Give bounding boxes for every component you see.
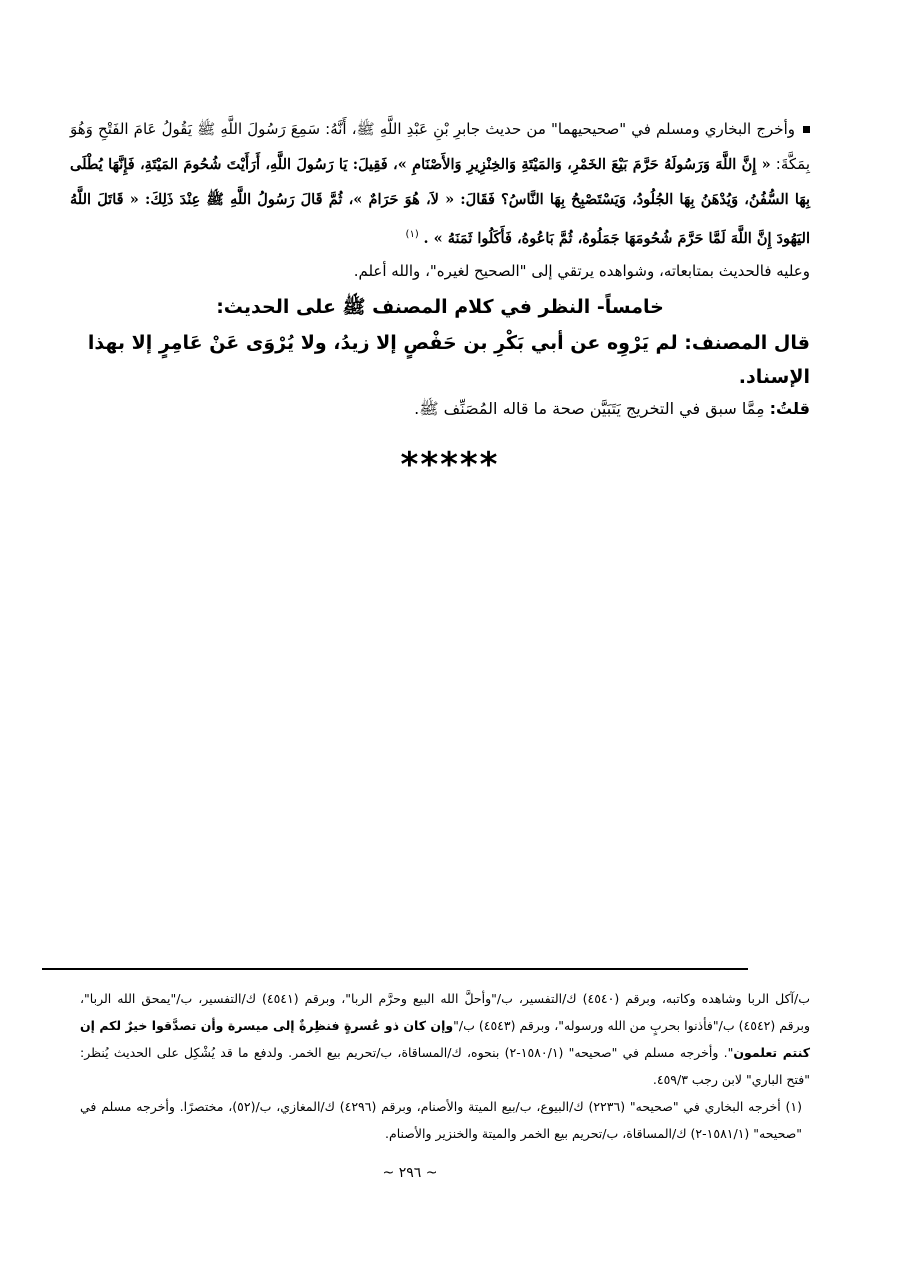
section-heading: خامساً- النظر في كلام المصنف ﷺ على الحديث: [216, 296, 664, 318]
footnote-continuation [80, 985, 810, 1093]
page-number: ~ ٢٩٦ ~ [382, 1165, 438, 1181]
author-text: لم يَرْوِه عن أبي بَكْرِ بن حَفْصٍ إلا زيدُ، ولا يُرْوَى عَنْ عَامِرٍ إلا بهذا الإسناد. [87, 332, 810, 388]
hadith-text: « إِنَّ اللَّهَ وَرَسُولَهُ حَرَّمَ بَيْعَ الخَمْرِ، وَالمَيْتَةِ وَالخِنْزِيرِ وَالأَصْنَامِ »، فَقِيلَ: يَا رَسُولَ اللَّهِ، أَرَأَيْتَ شُحُومَ المَيْتَةِ، فَإِنَّهَا يُطْلَى بِهَا السُّفُنُ، وَيُدْهَنُ بِهَا الجُلُودُ، وَيَسْتَصْبِحُ بِهَا النَّاسُ؟ فَقَالَ: « لاَ، هُوَ حَرَامٌ »، ثُمَّ قَالَ رَسُولُ اللَّهِ ﷺ عِنْدَ ذَلِكَ: « قَاتَلَ اللَّهُ اليَهُودَ إِنَّ اللَّهَ لَمَّا حَرَّمَ شُحُومَهَا جَمَلُوهُ، ثُمَّ بَاعُوهُ، فَأَكَلُوا ثَمَنَهُ » . [70, 156, 810, 247]
bullet-icon [803, 126, 810, 133]
main-text [70, 112, 810, 424]
hadith-intro: وأخرج البخاري ومسلم في "صحيحيهما" من حديث جابرِ بْنِ عَبْدِ اللَّهِ ﷺ، أَنَّهُ: سَمِعَ رَسُولَ اللَّهِ ﷺ يَقُولُ عَامَ الفَتْحِ وَهُوَ بِمَكَّةَ: [70, 120, 810, 173]
footnote-cont-part1: ب/آكل الربا وشاهده وكاتبه، وبرقم (٤٥٤٠) ك/التفسير، ب/"وأحلَّ الله البيع وحرَّم الربا"، وبرقم (٤٥٤١) ك/التفسير، ب/"يمحق الله الربا"، وبرقم (٤٥٤٢) ب/"فأذنوا بحربٍ من الله ورسوله"، وبرقم (٤٥٤٣) ب/" [80, 991, 810, 1033]
commentary [70, 394, 810, 424]
footnotes [80, 985, 810, 1147]
conclusion-paragraph: وعليه فالحديث بمتابعاته، وشواهده يرتقي إلى "الصحيح لغيره"، والله أعلم. [353, 262, 810, 280]
commentary-text: مِمَّا سبق في التخريج يَتَبَيَّن صحة ما قاله المُصَنِّف ﷺ. [414, 399, 765, 418]
section-separator: ***** [400, 445, 500, 485]
author-statement [70, 326, 810, 394]
footnote-divider [42, 968, 748, 970]
hadith-paragraph [70, 112, 810, 256]
commentary-label: قلتُ: [769, 399, 810, 418]
footnote-1: (١) أخرجه البخاري في "صحيحه" (٢٢٣٦) ك/البيوع، ب/بيع الميتة والأصنام، وبرقم (٤٢٩٦) ك/المغازي، ب/(٥٢)، مختصرًا. وأخرجه مسلم في "صحيحه" (١٥٨١/١-٢) ك/المساقاة، ب/تحريم بيع الخمر والميتة والخنزير والأصنام. [80, 1099, 802, 1141]
footnote-cont-part2: ". وأخرجه مسلم في "صحيحه" (١٥٨٠/١-٢) بنحوه، ك/المساقاة، ب/تحريم بيع الخمر. ولدفع ما قد يُشْكِل على الحديث يُنظر: "فتح الباري" لابن رجب ٤٥٩/٣. [80, 1045, 810, 1087]
footnote-quran-verse: وإن كان ذو عُسرةٍ فنظِرةٌ إلى ميسرة وأن تصدَّقوا خيرٌ لكم إن كنتم تعلمون [80, 1018, 810, 1060]
footnote-ref[interactable]: (١) [405, 229, 419, 240]
author-label: قال المصنف: [684, 332, 810, 354]
